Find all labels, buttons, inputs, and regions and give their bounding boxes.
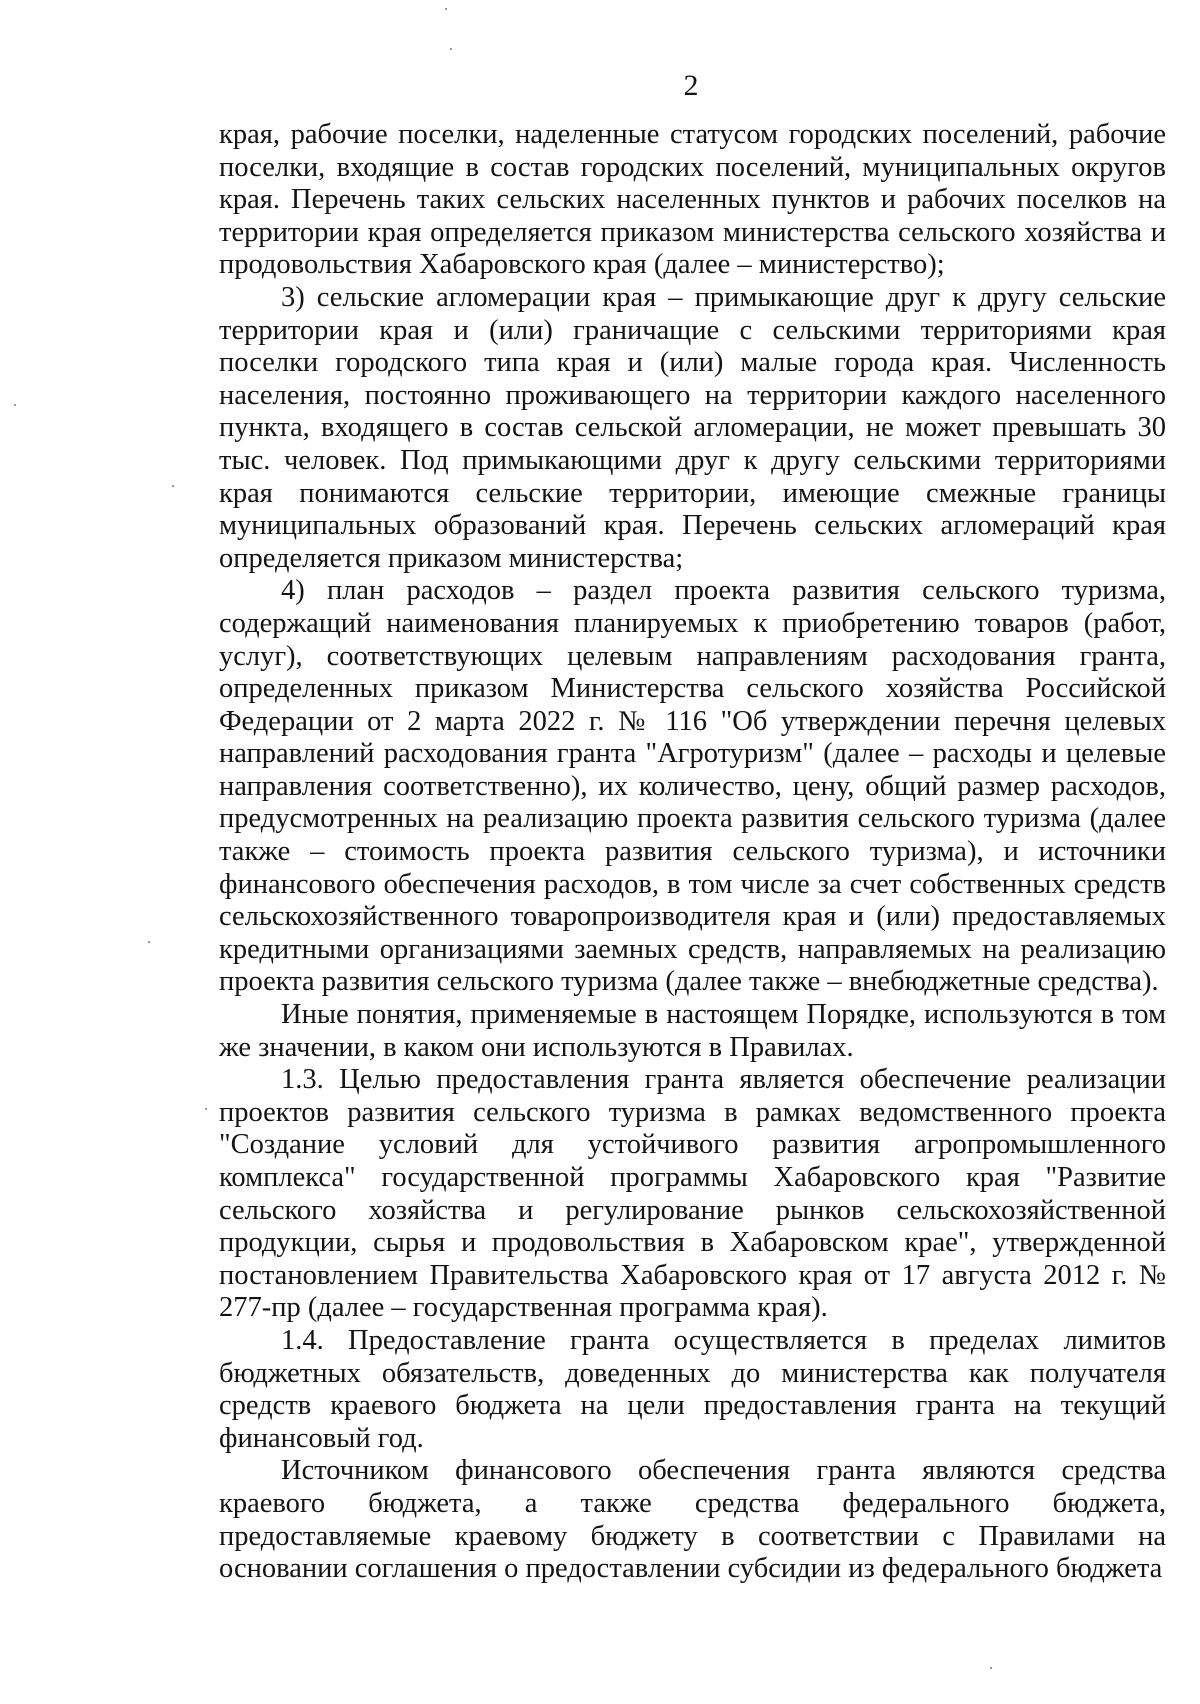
scan-speck — [445, 8, 447, 10]
scan-speck — [172, 485, 174, 487]
paragraph-section-1-3: 1.3. Целью предоставления гранта является обеспечение реализации проектов развития сельского туризма в рамках ведомственного проекта "Создание условий для устойчивого развития агропромышленного комплекса" государственной программы Хабаровского края "Развитие сельского хозяйства и регулирование рынков сельскохозяйственной продукции, сырья и продовольствия в Хабаровском крае", утвержденной постановлением Правительства Хабаровского края от 17 августа 2012 г. № 277-пр (далее – государственная программа края). — [219, 1064, 1166, 1324]
paragraph-item-4: 4) план расходов – раздел проекта развития сельского туризма, содержащий наименования планируемых к приобретению товаров (работ, услуг), соответствующих целевым направлениям расходования гранта, определенных приказом Министерства сельского хозяйства Российской Федерации от 2 марта 2022 г. № 116 "Об утверждении перечня целевых направлений расходования гранта "Агротуризм" (далее – расходы и целевые направления соответственно), их количество, цену, общий размер расходов, предусмотренных на реализацию проекта развития сельского туризма (далее также – стоимость проекта развития сельского туризма), и источники финансового обеспечения расходов, в том числе за счет собственных средств сельскохозяйственного товаропроизводителя края и (или) предоставляемых кредитными организациями заемных средств, направляемых на реализацию проекта развития сельского туризма (далее также – внебюджетные средства). — [219, 575, 1166, 998]
paragraph-section-1-4: 1.4. Предоставление гранта осуществляется в пределах лимитов бюджетных обязательств, доведенных до министерства как получателя средств краевого бюджета на цели предоставления гранта на текущий финансовый год. — [219, 1324, 1166, 1454]
paragraph-item-3: 3) сельские агломерации края – примыкающие друг к другу сельские территории края и (или) граничащие с сельскими территориями края поселки городского типа края и (или) малые города края. Численность населения, постоянно проживающего на территории каждого населенного пункта, входящего в состав сельской агломерации, не может превышать 30 тыс. человек. Под примыкающими друг к другу сельскими территориями края понимаются сельские территории, имеющие смежные границы муниципальных образований края. Перечень сельских агломераций края определяется приказом министерства; — [219, 281, 1166, 574]
scan-speck — [450, 48, 452, 50]
scan-speck — [205, 1108, 207, 1110]
page-number: 2 — [683, 69, 699, 102]
document-body — [219, 119, 1166, 1586]
scan-speck — [148, 941, 150, 943]
paragraph-funding-source: Источником финансового обеспечения гранта являются средства краевого бюджета, а также средства федерального бюджета, предоставляемые краевому бюджету в соответствии с Правилами на основании соглашения о предоставлении субсидии из федерального бюджета — [219, 1455, 1166, 1585]
paragraph-other-terms: Иные понятия, применяемые в настоящем Порядке, используются в том же значении, в каком они используются в Правилах. — [219, 999, 1166, 1063]
scan-speck — [990, 1667, 992, 1669]
scan-speck — [14, 404, 16, 406]
paragraph-continuation: края, рабочие поселки, наделенные статусом городских поселений, рабочие поселки, входящие в состав городских поселений, муниципальных округов края. Перечень таких сельских населенных пунктов и рабочих поселков на территории края определяется приказом министерства сельского хозяйства и продовольствия Хабаровского края (далее – министерство); — [219, 119, 1166, 281]
